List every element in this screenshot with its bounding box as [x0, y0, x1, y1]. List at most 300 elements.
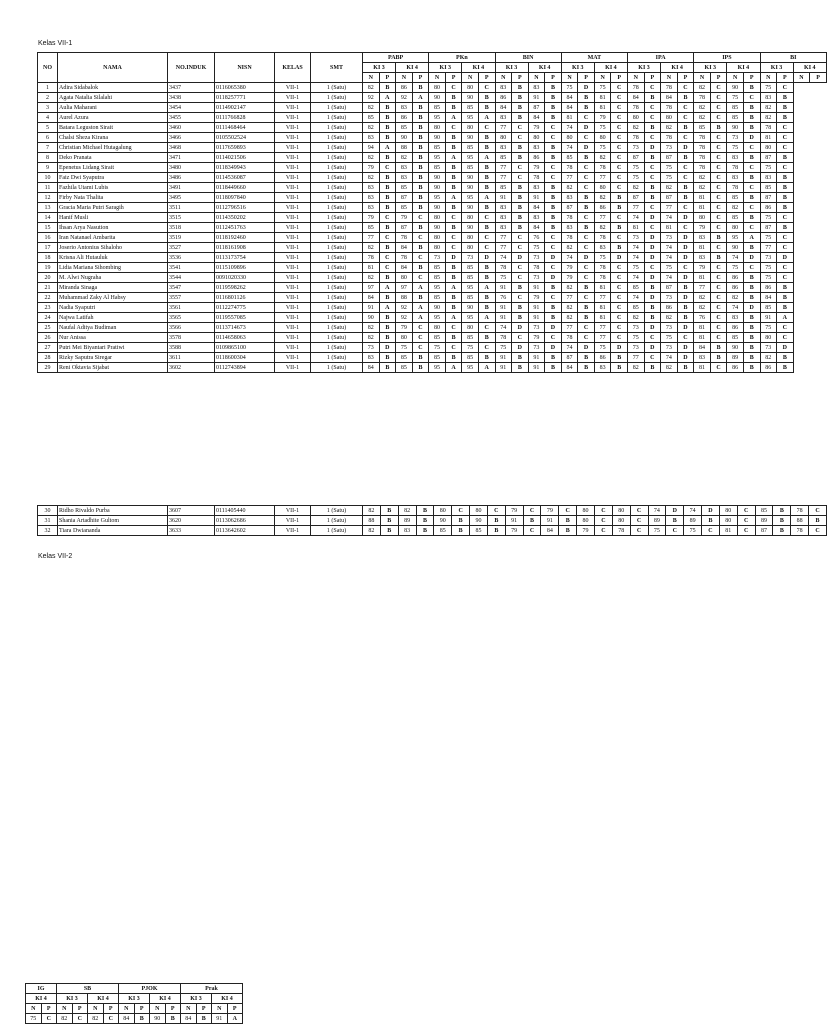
cell-score: 84	[561, 93, 578, 103]
cell-score: 97	[396, 283, 413, 293]
cell-score: 87	[561, 203, 578, 213]
cell-predicate: C	[710, 83, 727, 93]
header-n: N	[528, 73, 545, 83]
table-row	[38, 243, 827, 253]
cell-predicate: B	[379, 193, 396, 203]
cell-predicate: D	[644, 233, 661, 243]
cell-predicate: C	[644, 173, 661, 183]
cell-predicate: C	[777, 83, 794, 93]
cell-predicate: C	[777, 133, 794, 143]
cell-score: 95	[727, 233, 744, 243]
table-row	[38, 516, 827, 526]
cell-predicate: C	[545, 243, 562, 253]
cell-kelas: VII-1	[275, 93, 311, 103]
cell-score: 77	[561, 323, 578, 333]
cell-score: 83	[594, 363, 611, 373]
cell-noinduk: 3466	[168, 133, 215, 143]
cell-nama: Christian Michael Hutagalung	[58, 143, 168, 153]
cell-score: 91	[212, 1014, 228, 1024]
cell-predicate: B	[578, 193, 595, 203]
cell-score: 78	[661, 133, 678, 143]
cell-predicate: C	[743, 143, 760, 153]
cell-nama: Tiara Dwiananda	[58, 526, 168, 536]
cell-score: 87	[628, 193, 645, 203]
header-n: N	[150, 1004, 166, 1014]
cell-predicate: C	[644, 113, 661, 123]
cell-nama: Aulia Maharani	[58, 103, 168, 113]
cell-predicate: D	[545, 273, 562, 283]
cell-predicate: C	[512, 163, 529, 173]
cell-score: 86	[661, 303, 678, 313]
cell-score: 80	[727, 223, 744, 233]
cell-score: 75	[760, 263, 777, 273]
cell-score: 90	[150, 1014, 166, 1024]
cell-score: 81	[694, 323, 711, 333]
cell-kelas: VII-1	[275, 183, 311, 193]
table-row	[38, 333, 827, 343]
cell-score: 82	[694, 113, 711, 123]
cell-score: 82	[594, 153, 611, 163]
cell-predicate: B	[445, 293, 462, 303]
cell-predicate: C	[677, 173, 694, 183]
cell-score: 83	[363, 133, 380, 143]
cell-predicate: C	[611, 273, 628, 283]
cell-predicate: A	[445, 113, 462, 123]
cell-score: 91	[495, 283, 512, 293]
cell-predicate: C	[611, 123, 628, 133]
cell-score: 75	[628, 263, 645, 273]
cell-predicate: B	[512, 113, 529, 123]
cell-predicate: B	[545, 203, 562, 213]
cell-no: 13	[38, 203, 58, 213]
cell-predicate: B	[777, 293, 794, 303]
header-ki4: KI 4	[727, 63, 760, 73]
cell-score: 80	[396, 333, 413, 343]
cell-predicate: C	[710, 243, 727, 253]
cell-nama: Firby Nata Thalita	[58, 193, 168, 203]
cell-predicate: B	[743, 323, 760, 333]
cell-predicate: B	[412, 103, 429, 113]
cell-nama: Ridho Rivaldo Purba	[58, 506, 168, 516]
cell-score: 77	[594, 173, 611, 183]
cell-score: 85	[462, 103, 479, 113]
cell-predicate: B	[379, 363, 396, 373]
cell-predicate: B	[777, 103, 794, 113]
cell-predicate: C	[611, 83, 628, 93]
cell-score: 89	[398, 516, 416, 526]
cell-score: 83	[694, 253, 711, 263]
cell-score: 75	[760, 273, 777, 283]
cell-predicate: C	[545, 173, 562, 183]
cell-score: 75	[727, 143, 744, 153]
cell-predicate: C	[666, 526, 684, 536]
cell-score: 80	[462, 243, 479, 253]
cell-nisn: 0118161908	[215, 243, 275, 253]
cell-score: 85	[396, 353, 413, 363]
cell-predicate: B	[743, 243, 760, 253]
table-row	[38, 163, 827, 173]
cell-score: 85	[462, 353, 479, 363]
header-p: P	[611, 73, 628, 83]
cell-nama: Krisna Ali Hutauluk	[58, 253, 168, 263]
cell-predicate: C	[611, 163, 628, 173]
cell-nama: Deko Pranata	[58, 153, 168, 163]
cell-score: 73	[462, 253, 479, 263]
cell-predicate: C	[545, 123, 562, 133]
header-ki3: KI 3	[694, 63, 727, 73]
cell-score: 82	[363, 243, 380, 253]
cell-noinduk: 3455	[168, 113, 215, 123]
cell-score: 91	[541, 516, 559, 526]
cell-predicate: D	[512, 323, 529, 333]
cell-predicate: C	[611, 143, 628, 153]
header-p: P	[227, 1004, 243, 1014]
cell-score: 84	[561, 103, 578, 113]
cell-score: 90	[429, 223, 446, 233]
cell-predicate: D	[611, 343, 628, 353]
cell-predicate: A	[379, 283, 396, 293]
cell-nama: Shania Artadhite Gultom	[58, 516, 168, 526]
cell-noinduk: 3519	[168, 233, 215, 243]
cell-noinduk: 3480	[168, 163, 215, 173]
cell-nisn: 0118097840	[215, 193, 275, 203]
cell-predicate: B	[523, 516, 541, 526]
cell-score: 82	[363, 323, 380, 333]
cell-no: 6	[38, 133, 58, 143]
cell-predicate: C	[379, 253, 396, 263]
header-p: P	[478, 73, 495, 83]
cell-predicate: B	[611, 353, 628, 363]
cell-predicate: B	[165, 1014, 181, 1024]
header-n: N	[363, 73, 380, 83]
cell-predicate: C	[512, 263, 529, 273]
cell-predicate: C	[710, 93, 727, 103]
table-row	[38, 123, 827, 133]
cell-predicate: C	[710, 133, 727, 143]
table-row	[38, 113, 827, 123]
cell-predicate: B	[545, 153, 562, 163]
cell-predicate: C	[611, 213, 628, 223]
cell-predicate: B	[743, 293, 760, 303]
cell-score: 75	[594, 123, 611, 133]
cell-predicate: B	[578, 103, 595, 113]
header-n: N	[429, 73, 446, 83]
cell-smt: 1 (Satu)	[311, 273, 363, 283]
cell-score: 77	[495, 123, 512, 133]
cell-predicate: B	[743, 313, 760, 323]
cell-nisn: 0117659893	[215, 143, 275, 153]
cell-predicate: A	[445, 193, 462, 203]
cell-predicate: C	[578, 273, 595, 283]
cell-score: 82	[363, 173, 380, 183]
cell-predicate: B	[777, 223, 794, 233]
cell-predicate: A	[445, 363, 462, 373]
cell-score: 91	[495, 303, 512, 313]
table-row	[38, 83, 827, 93]
cell-score: 77	[628, 353, 645, 363]
cell-score: 90	[434, 516, 452, 526]
cell-predicate: C	[452, 506, 470, 516]
cell-predicate: B	[578, 283, 595, 293]
cell-predicate: C	[777, 233, 794, 243]
cell-score: 87	[760, 153, 777, 163]
cell-score: 84	[694, 343, 711, 353]
cell-predicate: C	[478, 243, 495, 253]
cell-score: 77	[594, 333, 611, 343]
cell-predicate: A	[445, 283, 462, 293]
table-row	[38, 343, 827, 353]
cell-score: 75	[528, 243, 545, 253]
cell-score: 91	[495, 353, 512, 363]
cell-predicate: C	[710, 283, 727, 293]
cell-predicate: C	[677, 113, 694, 123]
cell-score: 85	[462, 333, 479, 343]
cell-kelas: VII-1	[275, 506, 311, 516]
table-row	[38, 263, 827, 273]
cell-no: 2	[38, 93, 58, 103]
cell-predicate: B	[478, 203, 495, 213]
header-noinduk: NO.INDUK	[168, 53, 215, 83]
cell-score: 84	[760, 293, 777, 303]
cell-score: 84	[181, 1014, 197, 1024]
cell-score: 82	[628, 123, 645, 133]
cell-predicate: A	[227, 1014, 243, 1024]
cell-smt: 1 (Satu)	[311, 223, 363, 233]
cell-score: 86	[594, 353, 611, 363]
cell-score: 86	[727, 363, 744, 373]
cell-score: 78	[561, 163, 578, 173]
cell-predicate: C	[777, 243, 794, 253]
cell-score: 81	[594, 93, 611, 103]
cell-score: 90	[429, 203, 446, 213]
cell-score: 83	[528, 183, 545, 193]
header-ki3: KI 3	[429, 63, 462, 73]
cell-predicate: B	[445, 223, 462, 233]
cell-score: 94	[363, 143, 380, 153]
cell-score: 85	[462, 293, 479, 303]
cell-score: 75	[760, 213, 777, 223]
header-subject: PABP	[363, 53, 429, 63]
cell-predicate: D	[578, 143, 595, 153]
cell-score: 79	[541, 506, 559, 516]
cell-score: 74	[727, 303, 744, 313]
cell-score: 81	[694, 243, 711, 253]
cell-score: 86	[594, 203, 611, 213]
cell-predicate: C	[710, 143, 727, 153]
cell-score: 85	[396, 363, 413, 373]
cell-score: 79	[561, 263, 578, 273]
cell-predicate: C	[644, 333, 661, 343]
cell-score: 78	[628, 103, 645, 113]
cell-no: 1	[38, 83, 58, 93]
cell-score: 77	[561, 293, 578, 303]
table-row	[38, 293, 827, 303]
cell-nisn: 0118192460	[215, 233, 275, 243]
header-n: N	[628, 73, 645, 83]
cell-score: 85	[628, 283, 645, 293]
table-row	[38, 233, 827, 243]
cell-predicate: B	[512, 93, 529, 103]
cell-predicate: D	[445, 253, 462, 263]
cell-smt: 1 (Satu)	[311, 293, 363, 303]
cell-nama: Reni Oktavia Sijabat	[58, 363, 168, 373]
cell-predicate: B	[512, 153, 529, 163]
cell-predicate: B	[777, 113, 794, 123]
cell-predicate: C	[710, 213, 727, 223]
cell-predicate: B	[710, 253, 727, 263]
cell-predicate: B	[412, 83, 429, 93]
cell-nisn: 0114658063	[215, 333, 275, 343]
cell-score: 85	[396, 123, 413, 133]
cell-score: 82	[760, 113, 777, 123]
cell-predicate: B	[677, 153, 694, 163]
cell-predicate: B	[545, 363, 562, 373]
cell-score: 74	[661, 213, 678, 223]
cell-predicate: C	[677, 223, 694, 233]
header-subject: BI	[760, 53, 827, 63]
cell-score: 73	[661, 233, 678, 243]
cell-score: 83	[495, 203, 512, 213]
cell-predicate: C	[710, 303, 727, 313]
cell-nama: Nur Anissa	[58, 333, 168, 343]
cell-predicate: B	[578, 353, 595, 363]
cell-score: 77	[495, 243, 512, 253]
header-no: NO	[38, 53, 58, 83]
cell-score: 73	[363, 343, 380, 353]
cell-score: 79	[363, 163, 380, 173]
cell-predicate: B	[545, 313, 562, 323]
cell-noinduk: 3566	[168, 323, 215, 333]
cell-score: 83	[396, 103, 413, 113]
cell-score: 90	[462, 183, 479, 193]
cell-score: 74	[561, 343, 578, 353]
cell-score: 75	[594, 253, 611, 263]
cell-nisn: 0112743894	[215, 363, 275, 373]
cell-score: 90	[727, 123, 744, 133]
cell-score: 91	[528, 363, 545, 373]
cell-nisn: 0114536087	[215, 173, 275, 183]
cell-predicate: C	[545, 263, 562, 273]
cell-predicate: B	[512, 193, 529, 203]
cell-score: 90	[462, 133, 479, 143]
table-row	[38, 303, 827, 313]
cell-predicate: B	[478, 273, 495, 283]
cell-predicate: D	[677, 353, 694, 363]
cell-predicate: C	[412, 273, 429, 283]
header-n: N	[57, 1004, 73, 1014]
cell-predicate: B	[478, 293, 495, 303]
cell-predicate: C	[737, 516, 755, 526]
cell-score: 83	[396, 173, 413, 183]
header-subject: IPA	[628, 53, 694, 63]
cell-predicate: C	[611, 103, 628, 113]
cell-smt: 1 (Satu)	[311, 506, 363, 516]
cell-predicate: C	[702, 526, 720, 536]
cell-noinduk: 3527	[168, 243, 215, 253]
cell-kelas: VII-1	[275, 263, 311, 273]
cell-predicate: C	[578, 163, 595, 173]
cell-noinduk: 3620	[168, 516, 215, 526]
cell-no: 22	[38, 293, 58, 303]
cell-score: 85	[396, 203, 413, 213]
grades-table-wrapper	[37, 52, 820, 418]
cell-predicate: C	[710, 203, 727, 213]
cell-score: 80	[429, 123, 446, 133]
cell-score: 92	[396, 93, 413, 103]
cell-predicate: D	[743, 253, 760, 263]
cell-predicate: A	[478, 313, 495, 323]
cell-predicate: C	[743, 223, 760, 233]
header-p: P	[578, 73, 595, 83]
cell-noinduk: 3518	[168, 223, 215, 233]
header-p: P	[72, 1004, 88, 1014]
cell-score: 80	[429, 243, 446, 253]
cell-score: 77	[594, 323, 611, 333]
table-row	[38, 173, 827, 183]
cell-kelas: VII-1	[275, 153, 311, 163]
class-label-vii-2: Kelas VII-2	[38, 553, 73, 560]
cell-no: 15	[38, 223, 58, 233]
cell-score: 91	[495, 193, 512, 203]
header-ki4: KI 4	[150, 994, 181, 1004]
cell-smt: 1 (Satu)	[311, 113, 363, 123]
cell-kelas: VII-1	[275, 363, 311, 373]
cell-score: 84	[119, 1014, 135, 1024]
cell-predicate: C	[630, 506, 648, 516]
cell-predicate: B	[545, 303, 562, 313]
cell-smt: 1 (Satu)	[311, 153, 363, 163]
cell-nisn: 0118257771	[215, 93, 275, 103]
cell-score: 85	[727, 213, 744, 223]
cell-score: 73	[628, 143, 645, 153]
cell-predicate: B	[743, 83, 760, 93]
cell-predicate: B	[478, 103, 495, 113]
cell-predicate: C	[611, 233, 628, 243]
cell-predicate: C	[445, 123, 462, 133]
header-ki3: KI 3	[561, 63, 594, 73]
cell-score: 82	[561, 183, 578, 193]
cell-score: 85	[760, 303, 777, 313]
cell-score: 82	[363, 153, 380, 163]
cell-score: 85	[755, 506, 773, 516]
table-row	[26, 1014, 243, 1024]
cell-predicate: B	[545, 113, 562, 123]
cell-predicate: C	[445, 233, 462, 243]
cell-predicate: B	[644, 363, 661, 373]
cell-predicate: C	[743, 183, 760, 193]
cell-score: 78	[363, 253, 380, 263]
cell-score: 81	[561, 113, 578, 123]
cell-score: 80	[434, 506, 452, 516]
cell-score: 86	[760, 283, 777, 293]
cell-predicate: C	[644, 203, 661, 213]
cell-score: 87	[528, 103, 545, 113]
cell-predicate: A	[478, 363, 495, 373]
header-p: P	[196, 1004, 212, 1014]
cell-noinduk: 3607	[168, 506, 215, 516]
cell-nisn: 0111405440	[215, 506, 275, 516]
header-ki4: KI 4	[88, 994, 119, 1004]
cell-predicate: B	[545, 353, 562, 363]
cell-score: 86	[760, 203, 777, 213]
cell-predicate: B	[416, 506, 434, 516]
cell-score: 89	[727, 353, 744, 363]
cell-score: 84	[528, 203, 545, 213]
cell-nisn: 0111468464	[215, 123, 275, 133]
cell-kelas: VII-1	[275, 353, 311, 363]
cell-predicate: B	[512, 103, 529, 113]
cell-predicate: B	[559, 526, 577, 536]
